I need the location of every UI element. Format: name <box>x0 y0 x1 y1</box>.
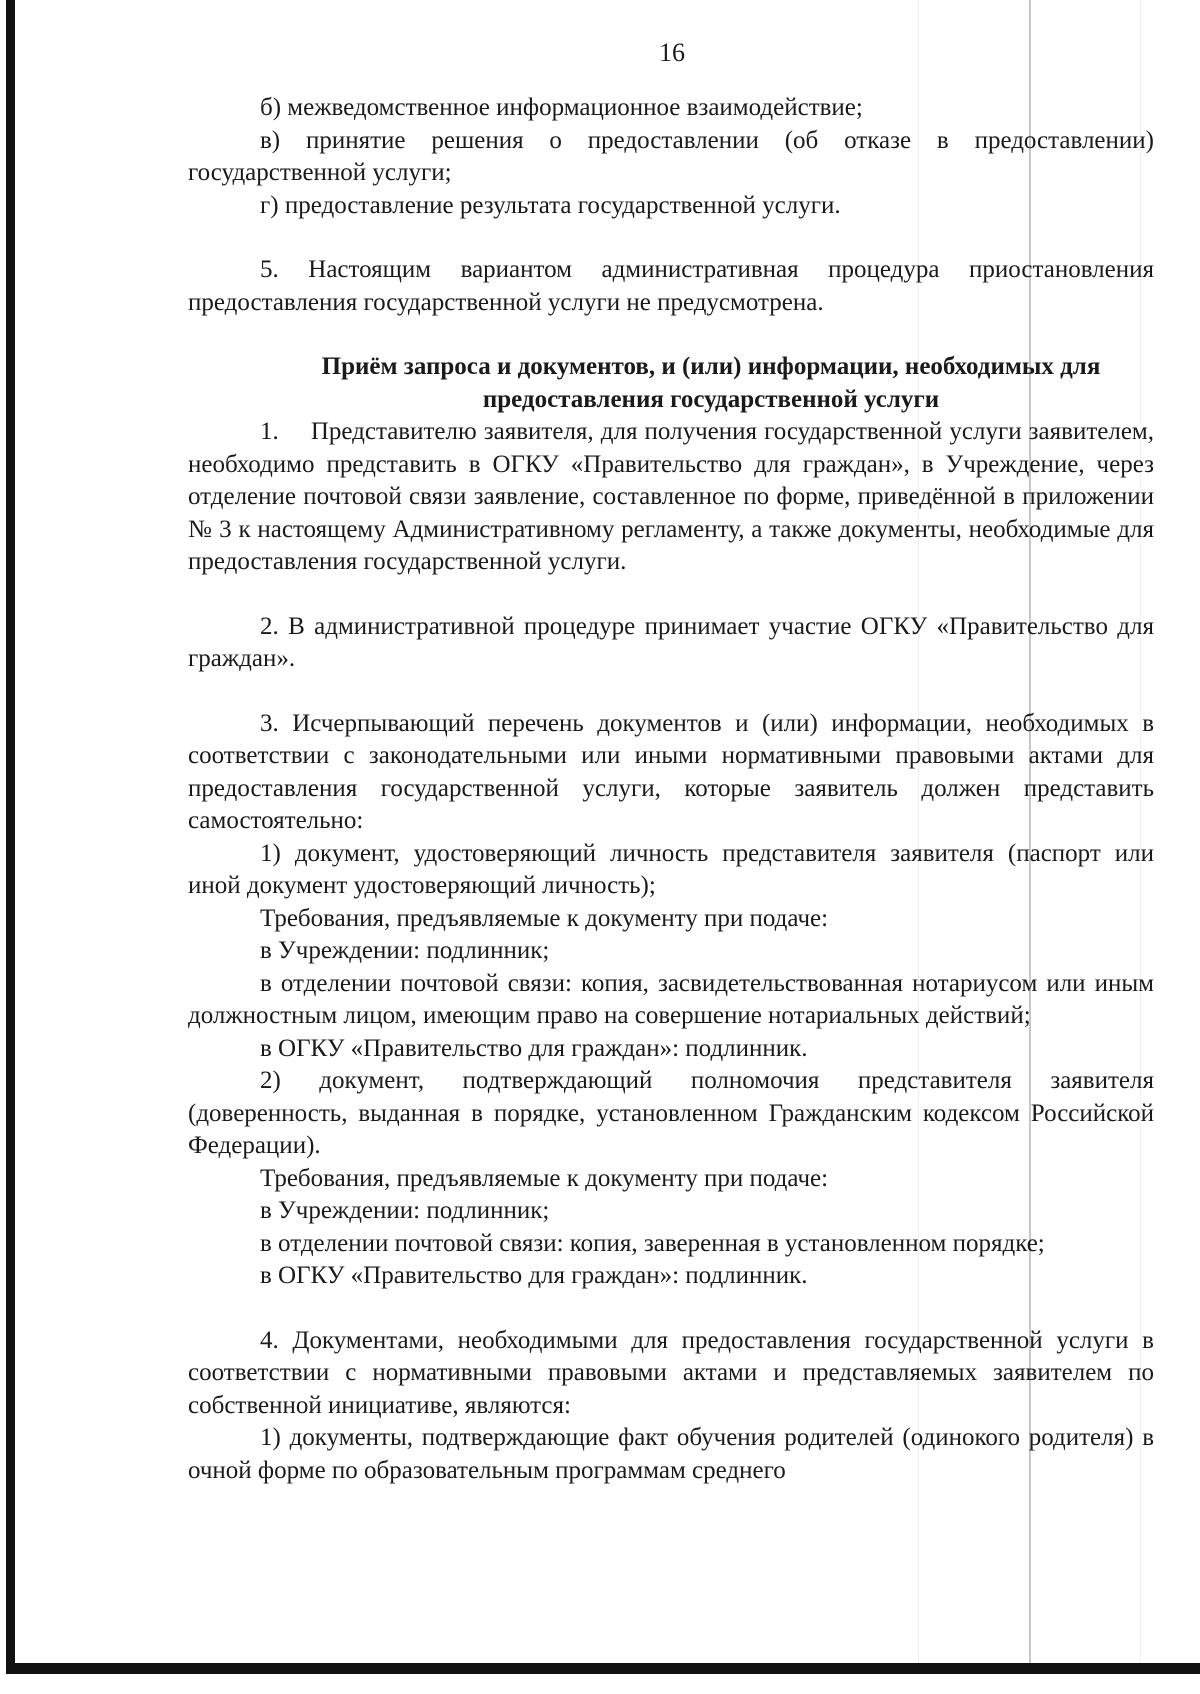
list-item-b: б) межведомственное информационное взаимодействие; <box>260 94 863 121</box>
scan-edge-left <box>6 0 15 1672</box>
section-paragraph-3: 3. Исчерпывающий перечень документов и (или) информации, необходимых в соответствии с законодательными или иными нормативными правовыми актами для предоставления государственной услуги, которые заявитель должен представить самостоятельно: <box>188 709 1154 834</box>
doc1-institution: в Учреждении: подлинник; <box>260 937 550 964</box>
doc1-post: в отделении почтовой связи: копия, засвидетельствованная нотариусом или иным должностным лицом, имеющим право на совершение нотариальных действий; <box>188 969 1154 1029</box>
doc1-title: 1) документ, удостоверяющий личность представителя заявителя (паспорт или иной документ удостоверяющий личность); <box>188 839 1154 899</box>
doc1-requirements: Требования, предъявляемые к документу при подаче: <box>260 904 829 932</box>
doc2-institution: в Учреждении: подлинник; <box>260 1197 550 1224</box>
doc2-requirements: Требования, предъявляемые к документу при подаче: <box>260 1164 829 1192</box>
scan-edge-bottom <box>6 1663 1200 1674</box>
page-number: 16 <box>659 38 685 67</box>
paragraph-5: 5. Настоящим вариантом административная процедура приостановления предоставления государственной услуги не предусмотрена. <box>188 256 1154 316</box>
doc2-ogku: в ОГКУ «Правительство для граждан»: подлинник. <box>260 1262 808 1289</box>
spacer <box>188 676 1154 708</box>
list-item-v: в) принятие решения о предоставлении (об отказе в предоставлении) государственной услуги; <box>188 126 1154 186</box>
doc2-post: в отделении почтовой связи: копия, заверенная в установленном порядке; <box>260 1229 1045 1257</box>
section-paragraph-4: 4. Документами, необходимыми для предоставления государственной услуги в соответствии с нормативными правовыми актами и представляемых заявителем по собственной инициативе, являются: <box>188 1326 1154 1419</box>
spacer <box>188 1293 1154 1325</box>
spacer <box>188 319 1154 351</box>
section-paragraph-1: 1. Представителю заявителя, для получения государственной услуги заявителем, необходимо представить в ОГКУ «Правительство для граждан», в Учреждение, через отделение почтовой связи заявление, составленное по форме, приведённой в приложении № 3 к настоящему Административному регламенту, а также документы, необходимые для предоставления государственной услуги. <box>188 418 1154 575</box>
spacer <box>188 222 1154 254</box>
list-item-g: г) предоставление результата государственной услуги. <box>260 191 841 219</box>
doc2-title: 2) документ, подтверждающий полномочия представителя заявителя (доверенность, выданная в порядке, установленном Гражданским кодексом Российской Федерации). <box>188 1067 1154 1159</box>
section-paragraph-2: 2. В административной процедуре принимает участие ОГКУ «Правительство для граждан». <box>188 612 1154 672</box>
doc1-ogku: в ОГКУ «Правительство для граждан»: подлинник. <box>260 1034 808 1062</box>
section-heading: Приём запроса и документов, и (или) информации, необходимых для предоставления государственной услуги <box>321 353 1101 413</box>
document-body <box>188 92 1154 1487</box>
spacer <box>188 579 1154 611</box>
section-paragraph-4-item-1: 1) документы, подтверждающие факт обучения родителей (одинокого родителя) в очной форме по образовательным программам среднего <box>188 1424 1154 1484</box>
